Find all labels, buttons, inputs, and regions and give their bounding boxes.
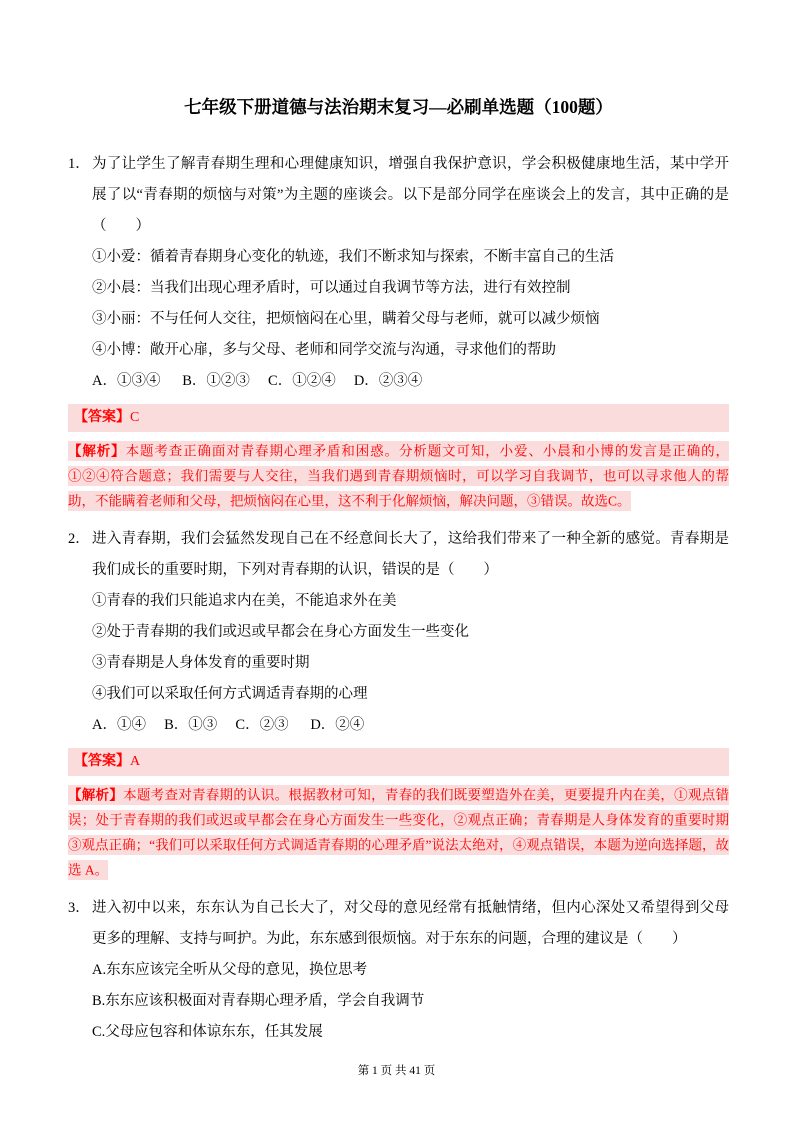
question-1-content [68,149,729,397]
question-stem: 进入青春期，我们会猛然发现自己在不经意间长大了，这给我们带来了一种全新的感觉。青春期是我们成长的重要时期，下列对青春期的认识，错误的是（ ） [92,531,729,578]
question-3 [68,893,729,1048]
statement-item: ②小晨：当我们出现心理矛盾时，可以通过自我调节等方法，进行有效控制 [92,280,571,296]
option-b: B.东东应该积极面对青春期心理矛盾，学会自我调节 [92,993,425,1009]
question-1 [68,149,729,513]
question-stem: 进入初中以来，东东认为自己长大了，对父母的意见经常有抵触情绪，但内心深处又希望得到父母更多的理解、支持与呵护。为此，东东感到很烦恼。对于东东的问题，合理的建议是（ ） [92,900,729,947]
document-title: 七年级下册道德与法治期末复习—必刷单选题（100题） [184,97,613,117]
answer-label: 【答案】 [74,410,130,425]
analysis-label: 【解析】 [68,443,126,458]
page-footer: 第 1 页 共 41 页 [357,1065,436,1077]
answer-label: 【答案】 [74,754,130,769]
statement-item: ③小丽：不与任何人交往，把烦恼闷在心里，瞒着父母与老师，就可以减少烦恼 [92,311,600,327]
question-2-content [68,524,729,741]
question-number: 2． [68,531,90,547]
question-stem: 为了让学生了解青春期生理和心理健康知识，增强自我保护意识，学会积极健康地生活，某中学开展了以“青春期的烦恼与对策”为主题的座谈会。以下是部分同学在座谈会上的发言，其中正确的是（ ） [92,156,729,234]
question-number: 1． [68,156,90,172]
analysis-block [68,438,729,513]
statement-item: ④小博：敞开心扉，多与父母、老师和同学交流与沟通，寻求他们的帮助 [92,342,556,358]
statement-item: ③青春期是人身体发育的重要时期 [92,655,310,671]
answer-value: C [130,410,140,425]
answer-value: A [130,754,141,769]
statement-item: ④我们可以采取任何方式调适青春期的心理 [92,686,368,702]
answer-block [68,748,729,776]
choices-line: A．①④ B．①③ C．②③ D．②④ [92,717,365,733]
option-a: A.东东应该完全听从父母的意见，换位思考 [92,962,368,978]
statement-item: ①青春的我们只能追求内在美，不能追求外在美 [92,593,397,609]
choices-line: A．①③④ B．①②③ C．①②④ D．②③④ [92,373,423,389]
analysis-text: 本题考查对青春期的认识。根据教材可知，青春的我们既要塑造外在美，更要提升内在美，①观点错误；处于青春期的我们或迟或早都会在身心方面发生一些变化，②观点正确；青春期是人身体发育的重要时期③观点正确；“我们可以采取任何方式调适青春期的心理矛盾”说法太绝对，④观点错误，本题为逆向选择题，故选 A。 [68,787,730,877]
option-c: C.父母应包容和体谅东东，任其发展 [92,1024,323,1040]
statement-item: ②处于青春期的我们或迟或早都会在身心方面发生一些变化 [92,624,469,640]
analysis-text: 本题考查正确面对青春期心理矛盾和困惑。分析题文可知，小爱、小晨和小博的发言是正确的，①②④符合题意；我们需要与人交往，当我们遇到青春期烦恼时，可以学习自我调节，也可以寻求他人的帮助，不能瞒着老师和父母，把烦恼闷在心里，这不利于化解烦恼，解决问题，③错误。故选C。 [68,443,730,508]
analysis-label: 【解析】 [68,787,124,802]
question-2 [68,524,729,882]
question-3-content [68,893,729,1048]
analysis-block [68,782,729,882]
statement-item: ①小爱：循着青春期身心变化的轨迹，我们不断求知与探索，不断丰富自己的生活 [92,249,614,265]
answer-block [68,404,729,432]
question-number: 3． [68,900,90,916]
